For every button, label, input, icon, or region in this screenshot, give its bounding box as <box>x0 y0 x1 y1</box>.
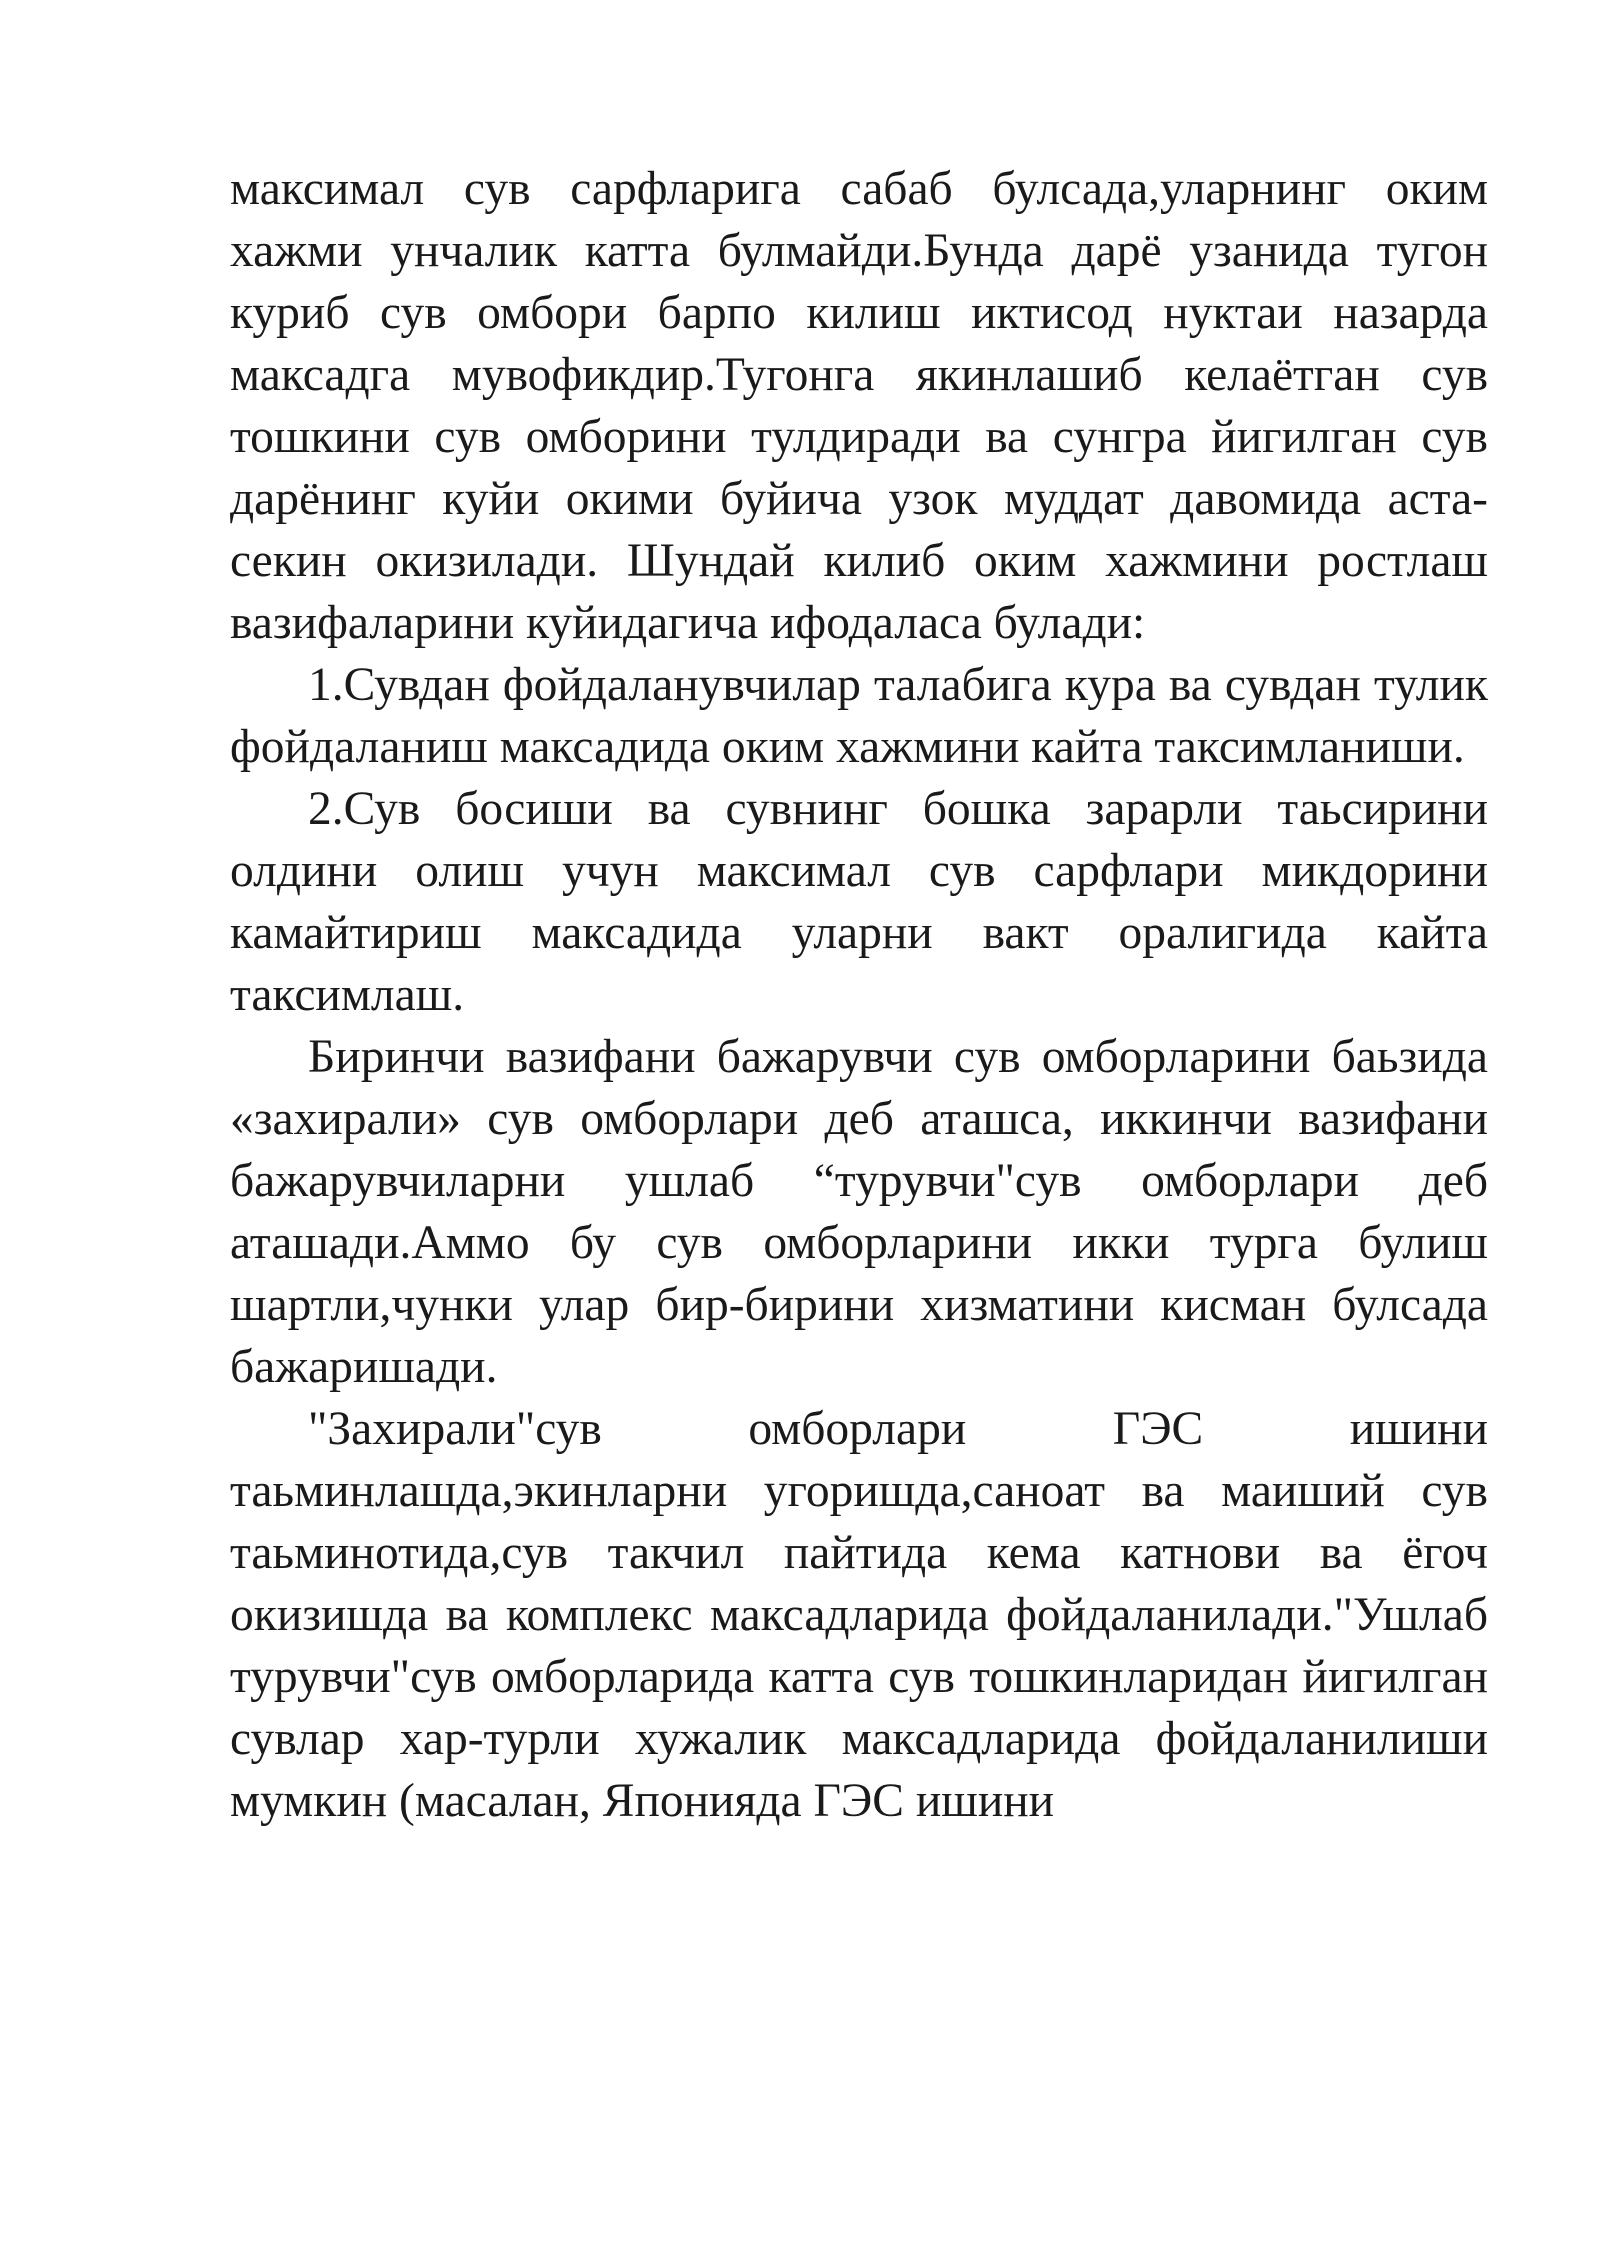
paragraph-reserve-reservoirs: "Захирали"сув омборлари ГЭС ишини таьминлашда,экинларни угоришда,саноат ва маиший сув таьминотида,сув такчил пайтида кема катнови ва ёгоч окизишда ва комплекс максадларида фойдаланилади."Ушлаб турувчи"сув омборларида катта сув тошкинларидан йигилган сувлар хар-турли хужалик максадларида фойдаланилиши мумкин (масалан, Японияда ГЭС ишини <box>230 1403 1488 1827</box>
document-page <box>230 158 1488 1832</box>
paragraph-task-2: 2.Сув босиши ва сувнинг бошка зарарли таьсирини олдини олиш учун максимал сув сарфлари микдорини камайтириш максадида уларни вакт оралигида кайта таксимлаш. <box>230 783 1488 1021</box>
paragraph-intro: максимал сув сарфларига сабаб булсада,уларнинг оким хажми унчалик катта булмайди.Бунда дарё узанида тугон куриб сув омбори барпо килиш иктисод нуктаи назарда максадга мувофикдир.Тугонга якинлашиб келаётган сув тошкини сув омборини тулдиради ва сунгра йигилган сув дарёнинг куйи окими буйича узок муддат давомида аста-секин окизилади. Шундай килиб оким хажмини ростлаш вазифаларини куйидагича ифодаласа булади: <box>230 163 1488 649</box>
paragraph-task-1: 1.Сувдан фойдаланувчилар талабига кура ва сувдан тулик фойдаланиш максадида оким хажмини кайта таксимланиши. <box>230 659 1488 773</box>
paragraph-reservoir-types: Биринчи вазифани бажарувчи сув омборларини баьзида «захирали» сув омборлари деб аташса, иккинчи вазифани бажарувчиларни ушлаб “турувчи"сув омборлари деб аташади.Аммо бу сув омборларини икки турга булиш шартли,чунки улар бир-бирини хизматини кисман булсада бажаришади. <box>230 1031 1488 1393</box>
